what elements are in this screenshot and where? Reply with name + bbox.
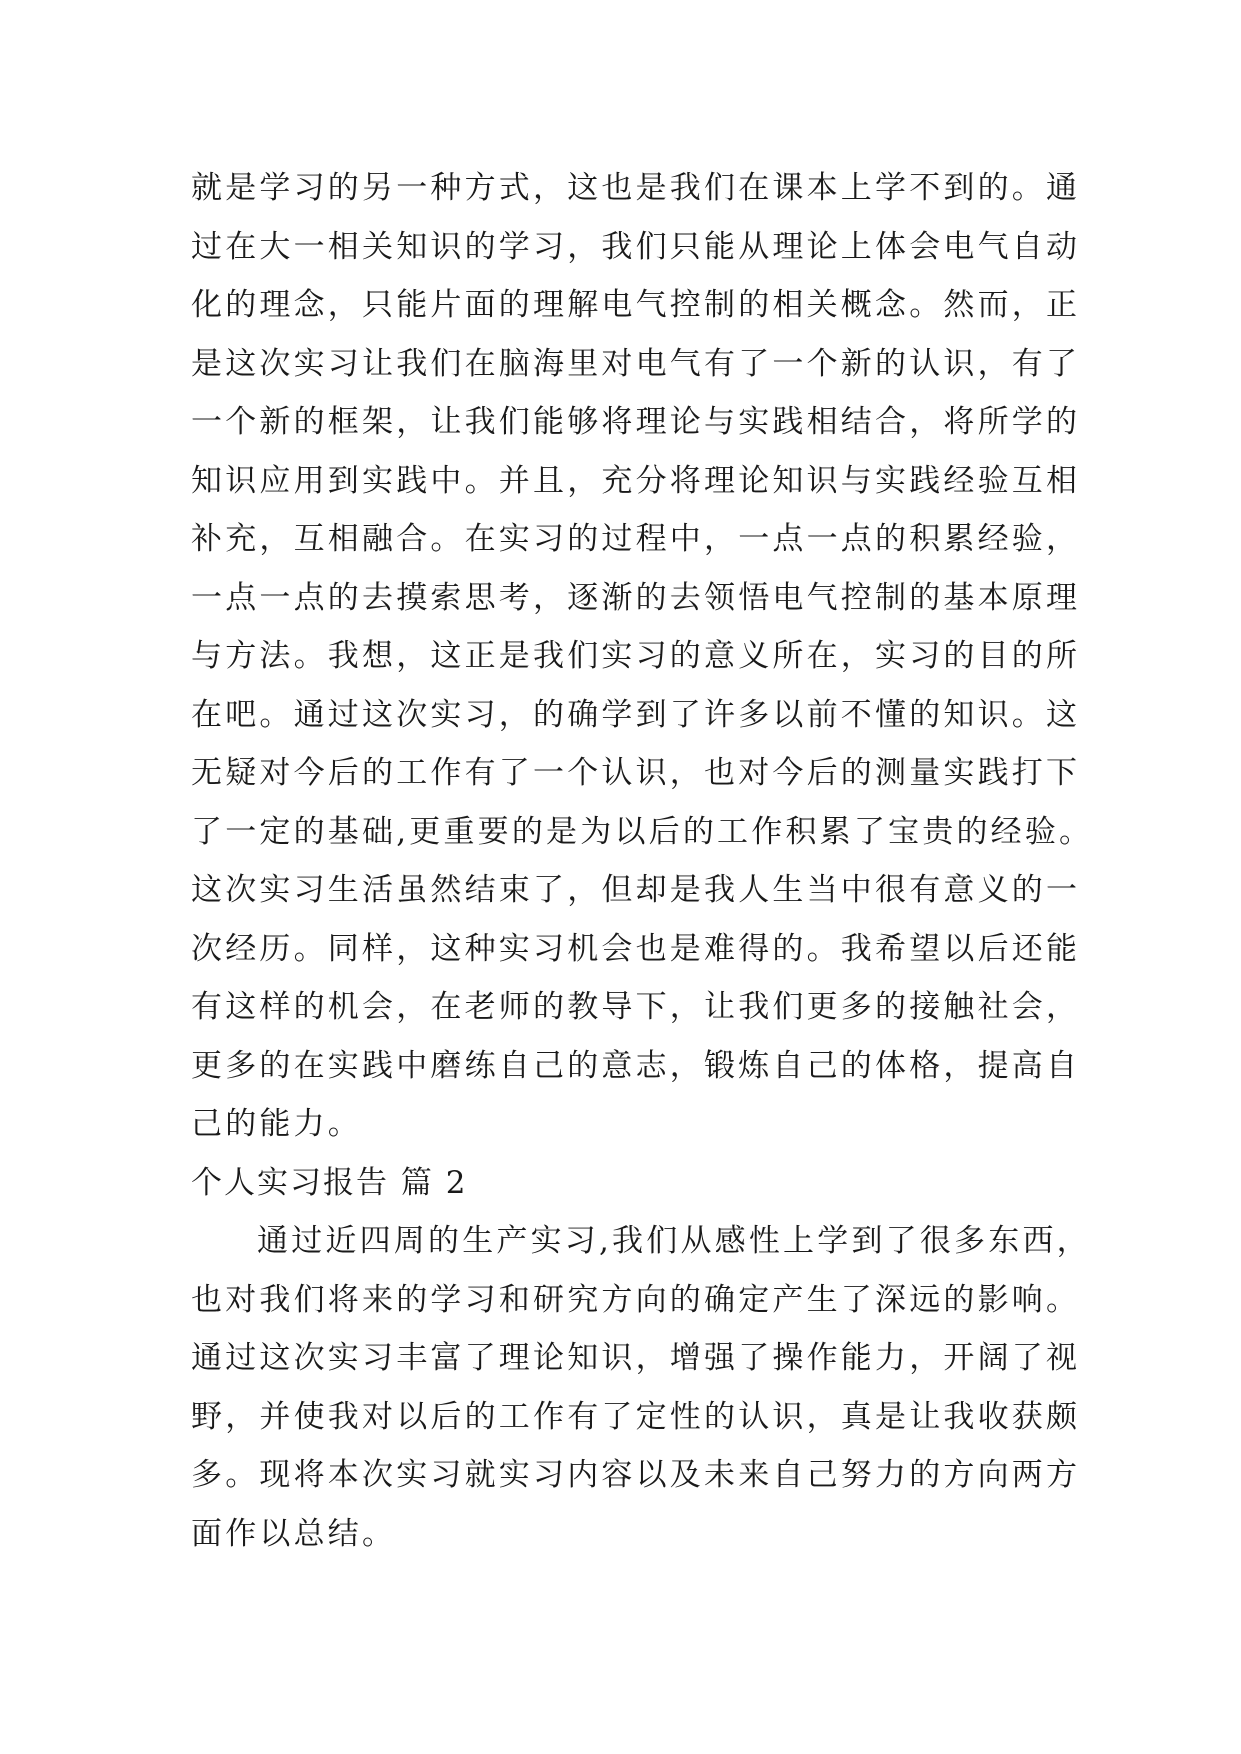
paragraph-line: 无疑对今后的工作有了一个认识，也对今后的测量实践打下 — [191, 755, 1081, 791]
paragraph-line: 多。现将本次实习就实习内容以及未来自己努力的方向两方 — [191, 1457, 1081, 1493]
paragraph-line: 一点一点的去摸索思考，逐渐的去领悟电气控制的基本原理 — [191, 579, 1081, 616]
paragraph-line: 野，并使我对以后的工作有了定性的认识，真是让我收获颇 — [191, 1398, 1081, 1435]
paragraph-line: 化的理念，只能片面的理解电气控制的相关概念。然而，正 — [191, 287, 1081, 323]
paragraph-line: 次经历。同样，这种实习机会也是难得的。我希望以后还能 — [191, 930, 1081, 967]
section-heading: 个人实习报告 篇 2 — [191, 1164, 468, 1201]
paragraph-line: 有这样的机会，在老师的教导下，让我们更多的接触社会， — [191, 989, 1081, 1025]
paragraph-line: 了一定的基础,更重要的是为以后的工作积累了宝贵的经验。 — [191, 813, 1094, 850]
paragraph-line: 是这次实习让我们在脑海里对电气有了一个新的认识，有了 — [191, 345, 1081, 382]
paragraph-line: 通过这次实习丰富了理论知识，增强了操作能力，开阔了视 — [191, 1340, 1081, 1376]
paragraph-line: 一个新的框架，让我们能够将理论与实践相结合，将所学的 — [191, 404, 1081, 440]
paragraph-line: 面作以总结。 — [191, 1515, 397, 1552]
document-body — [191, 159, 1094, 1563]
paragraph-line: 过在大一相关知识的学习，我们只能从理论上体会电气自动 — [191, 228, 1081, 265]
paragraph-line: 与方法。我想，这正是我们实习的意义所在，实习的目的所 — [191, 638, 1081, 674]
paragraph-line: 通过近四周的生产实习,我们从感性上学到了很多东西， — [257, 1223, 1091, 1259]
paragraph-line: 就是学习的另一种方式，这也是我们在课本上学不到的。通 — [191, 170, 1081, 206]
paragraph-line: 更多的在实践中磨练自己的意志，锻炼自己的体格，提高自 — [191, 1047, 1081, 1084]
paragraph-line: 也对我们将来的学习和研究方向的确定产生了深远的影响。 — [191, 1281, 1081, 1318]
paragraph-line: 己的能力。 — [191, 1106, 362, 1142]
paragraph-line: 知识应用到实践中。并且，充分将理论知识与实践经验互相 — [191, 462, 1081, 499]
paragraph-line: 这次实习生活虽然结束了，但却是我人生当中很有意义的一 — [191, 872, 1081, 908]
paragraph-line: 在吧。通过这次实习，的确学到了许多以前不懂的知识。这 — [191, 696, 1081, 733]
paragraph-line: 补充，互相融合。在实习的过程中，一点一点的积累经验， — [191, 521, 1081, 557]
